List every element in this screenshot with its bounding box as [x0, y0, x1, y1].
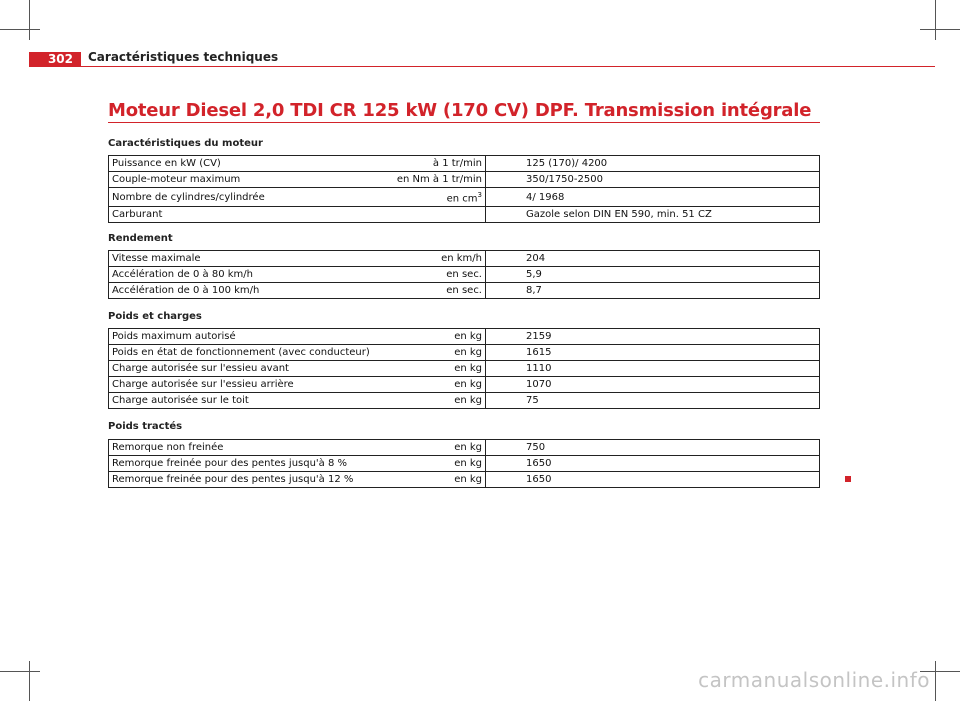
- row-label: Couple-moteur maximum: [109, 172, 384, 188]
- row-value: 8,7: [486, 283, 820, 299]
- row-unit: en kg: [383, 361, 486, 377]
- row-label: Remorque non freinée: [109, 440, 384, 456]
- crop-mark: [29, 0, 30, 40]
- table-row: [109, 172, 820, 188]
- engine-spec-table: [108, 155, 820, 223]
- row-label: Vitesse maximale: [109, 251, 384, 267]
- table-row: [109, 377, 820, 393]
- crop-mark: [0, 29, 40, 30]
- table-row: [109, 361, 820, 377]
- row-value: Gazole selon DIN EN 590, min. 51 CZ: [486, 207, 820, 223]
- table-row: [109, 440, 820, 456]
- row-value: 1110: [486, 361, 820, 377]
- row-unit: [383, 188, 486, 207]
- row-unit: en kg: [383, 440, 486, 456]
- row-label: Carburant: [109, 207, 384, 223]
- performance-spec-table: [108, 250, 820, 299]
- row-label: Accélération de 0 à 100 km/h: [109, 283, 384, 299]
- towing-spec-table: [108, 439, 820, 488]
- row-value: 204: [486, 251, 820, 267]
- crop-mark: [935, 661, 936, 701]
- row-label: Nombre de cylindres/cylindrée: [109, 188, 384, 207]
- row-unit: en kg: [383, 472, 486, 488]
- row-value: 75: [486, 393, 820, 409]
- page-title: Moteur Diesel 2,0 TDI CR 125 kW (170 CV) DPF. Transmission intégrale: [108, 100, 812, 121]
- row-value: 125 (170)/ 4200: [486, 156, 820, 172]
- row-unit: en kg: [383, 377, 486, 393]
- table-row: [109, 267, 820, 283]
- row-label: Accélération de 0 à 80 km/h: [109, 267, 384, 283]
- title-rule: [108, 122, 820, 123]
- row-value: 1615: [486, 345, 820, 361]
- row-unit: en sec.: [383, 283, 486, 299]
- row-value: 1650: [486, 456, 820, 472]
- row-unit: en kg: [383, 345, 486, 361]
- row-unit: en sec.: [383, 267, 486, 283]
- row-label: Charge autorisée sur l'essieu avant: [109, 361, 384, 377]
- row-label: Puissance en kW (CV): [109, 156, 384, 172]
- table-row: [109, 207, 820, 223]
- row-value: 350/1750-2500: [486, 172, 820, 188]
- row-value: 4/ 1968: [486, 188, 820, 207]
- crop-mark: [920, 29, 960, 30]
- page-number: 302: [29, 52, 81, 67]
- row-label: Charge autorisée sur le toit: [109, 393, 384, 409]
- row-unit: à 1 tr/min: [383, 156, 486, 172]
- table-row: [109, 345, 820, 361]
- row-value: 1070: [486, 377, 820, 393]
- table-row: [109, 456, 820, 472]
- table-row: [109, 393, 820, 409]
- row-label: Poids en état de fonctionnement (avec conducteur): [109, 345, 384, 361]
- table-row: [109, 329, 820, 345]
- table-row: [109, 472, 820, 488]
- table-row: [109, 251, 820, 267]
- row-unit: [383, 207, 486, 223]
- table-row: [109, 156, 820, 172]
- row-value: 2159: [486, 329, 820, 345]
- section-heading-towing: Poids tractés: [108, 421, 183, 432]
- section-heading-performance: Rendement: [108, 233, 173, 244]
- section-heading-engine: Caractéristiques du moteur: [108, 138, 263, 149]
- end-of-section-marker: [845, 476, 851, 482]
- running-header: Caractéristiques techniques: [88, 50, 279, 64]
- unit-superscript: 3: [477, 191, 482, 199]
- row-value: 1650: [486, 472, 820, 488]
- row-label: Remorque freinée pour des pentes jusqu'à 8 %: [109, 456, 384, 472]
- row-unit: en kg: [383, 456, 486, 472]
- crop-mark: [29, 661, 30, 701]
- row-label: Poids maximum autorisé: [109, 329, 384, 345]
- crop-mark: [935, 0, 936, 40]
- row-unit: en kg: [383, 329, 486, 345]
- section-heading-weights: Poids et charges: [108, 311, 202, 322]
- table-row: [109, 283, 820, 299]
- header-rule: [29, 66, 935, 67]
- row-value: 750: [486, 440, 820, 456]
- row-unit: en Nm à 1 tr/min: [383, 172, 486, 188]
- row-unit: en kg: [383, 393, 486, 409]
- weights-spec-table: [108, 328, 820, 409]
- crop-mark: [0, 671, 40, 672]
- row-unit: en km/h: [383, 251, 486, 267]
- watermark-text: carmanualsonline.info: [698, 668, 930, 692]
- row-value: 5,9: [486, 267, 820, 283]
- unit-text: en cm: [446, 193, 478, 205]
- table-row: [109, 188, 820, 207]
- row-label: Remorque freinée pour des pentes jusqu'à 12 %: [109, 472, 384, 488]
- row-label: Charge autorisée sur l'essieu arrière: [109, 377, 384, 393]
